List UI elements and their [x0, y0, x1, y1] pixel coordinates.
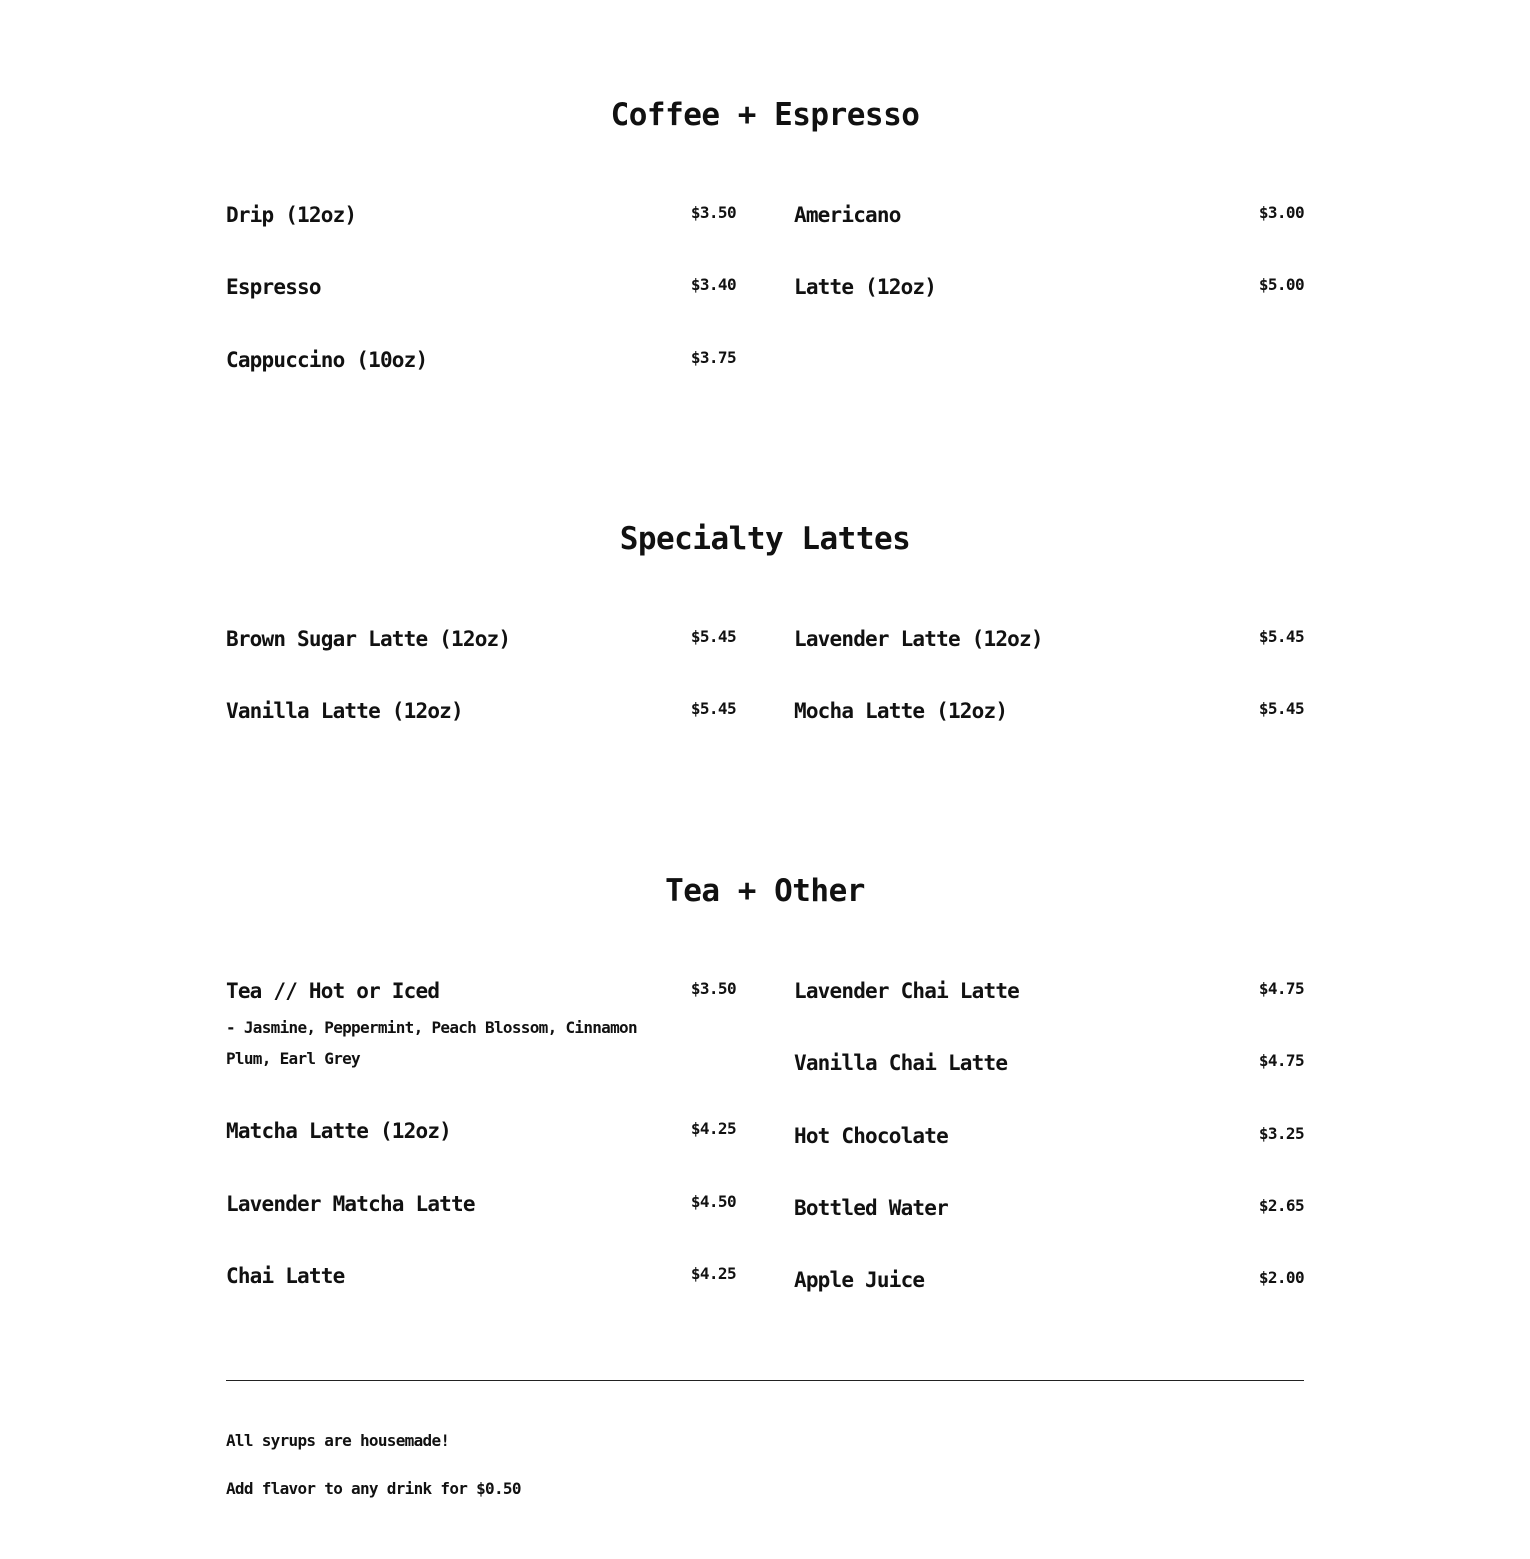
item-name: Vanilla Latte (12oz): [226, 699, 463, 723]
item-price: $5.45: [690, 699, 736, 718]
item-name: Mocha Latte (12oz): [794, 699, 1008, 723]
item-price: $5.45: [1258, 627, 1304, 646]
item-name: Vanilla Chai Latte: [794, 1051, 1008, 1075]
item-name: Espresso: [226, 275, 321, 299]
item-price: $2.65: [1258, 1196, 1304, 1215]
item-name: Bottled Water: [794, 1196, 948, 1220]
item-price: $3.50: [690, 979, 736, 998]
section-title-specialty-lattes: Specialty Lattes: [619, 521, 911, 557]
item-name: Chai Latte: [226, 1264, 345, 1288]
item-name: Lavender Chai Latte: [794, 979, 1020, 1003]
item-price: $2.00: [1258, 1268, 1304, 1287]
item-price: $4.25: [690, 1264, 736, 1283]
section-title-coffee-espresso: Coffee + Espresso: [610, 97, 920, 133]
item-name: Drip (12oz): [226, 203, 357, 227]
item-name: Hot Chocolate: [794, 1124, 948, 1148]
item-description: - Jasmine, Peppermint, Peach Blossom, Cinnamon Plum, Earl Grey: [226, 1018, 637, 1068]
item-price: $4.50: [690, 1192, 736, 1211]
item-name: Lavender Latte (12oz): [794, 627, 1043, 651]
item-name: Lavender Matcha Latte: [226, 1192, 475, 1216]
item-price: $4.75: [1258, 1051, 1304, 1070]
item-name: Cappuccino (10oz): [226, 348, 428, 372]
item-price: $3.00: [1258, 203, 1304, 222]
item-price: $5.00: [1258, 275, 1304, 294]
item-price: $5.45: [690, 627, 736, 646]
item-name: Apple Juice: [794, 1268, 925, 1292]
flavor-note: Add flavor to any drink for $0.50: [226, 1479, 521, 1498]
item-name: Matcha Latte (12oz): [226, 1119, 452, 1143]
item-name: Americano: [794, 203, 901, 227]
item-price: $5.45: [1258, 699, 1304, 718]
item-price: $3.25: [1258, 1124, 1304, 1143]
item-name: Brown Sugar Latte (12oz): [226, 627, 511, 651]
item-price: $3.40: [690, 275, 736, 294]
item-price: $3.75: [690, 348, 736, 367]
item-name: Latte (12oz): [794, 275, 937, 299]
section-title-tea-other: Tea + Other: [665, 873, 865, 909]
item-price: $4.75: [1258, 979, 1304, 998]
item-price: $3.50: [690, 203, 736, 222]
item-price: $4.25: [690, 1119, 736, 1138]
item-name: Tea // Hot or Iced: [226, 979, 440, 1003]
footer-divider: [226, 1380, 1304, 1381]
syrup-note: All syrups are housemade!: [226, 1431, 450, 1450]
